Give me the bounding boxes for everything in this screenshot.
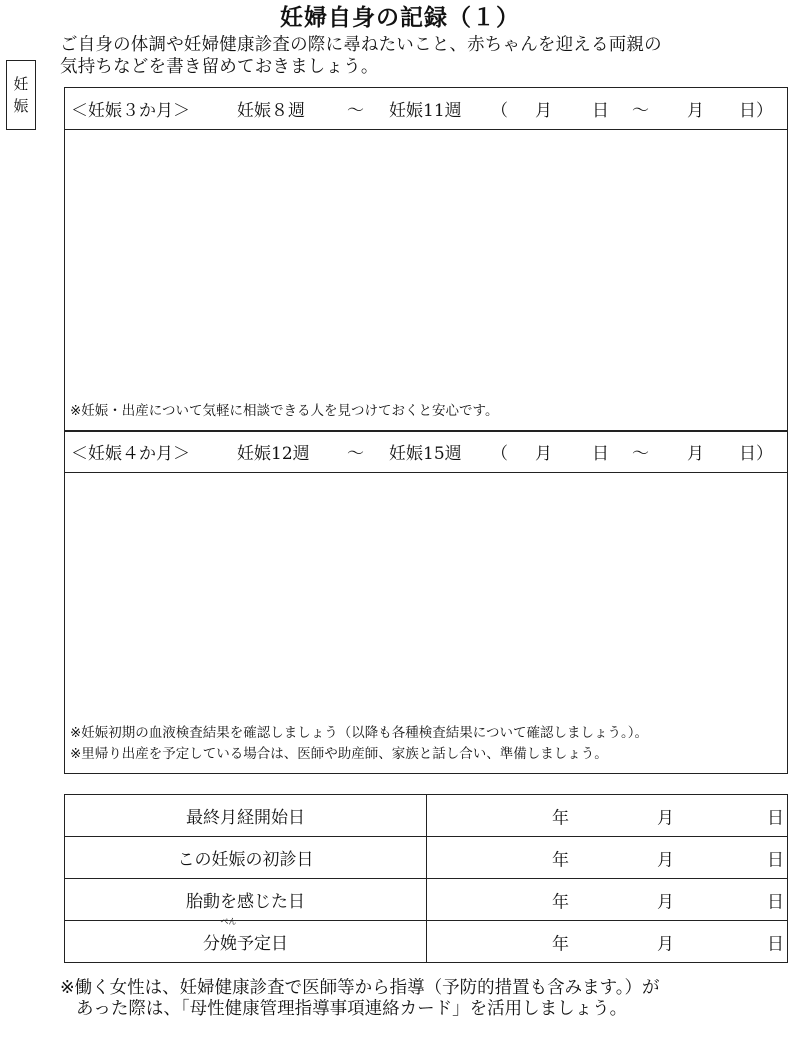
start-month-unit: 月 [535,101,552,121]
intro-line-1: ご自身の体調や妊婦健康診査の際に尋ねたいこと、赤ちゃんを迎える両親の [60,35,662,55]
day-unit: 日 [767,934,784,954]
row-label [65,917,427,963]
label-pre: 分 [203,934,220,954]
row-label: 胎動を感じた日 [65,879,427,921]
month-unit: 月 [657,892,674,912]
day-unit: 日 [767,850,784,870]
page-title: 妊婦自身の記録（１） [280,5,520,31]
end-month-unit: 月 [687,444,704,464]
date-range-tilde: 〜 [632,101,649,121]
end-month-unit: 月 [687,101,704,121]
record-section-month-3 [64,87,788,432]
open-paren: （ [491,101,508,121]
range-tilde: 〜 [347,101,364,121]
end-day-unit: 日） [739,101,773,121]
month-unit: 月 [657,808,674,828]
ruby-base: 娩 [220,934,237,954]
date-field[interactable] [427,921,788,963]
footer-line-2: あった際は、「母性健康管理指導事項連絡カード」を活用しましょう。 [76,999,628,1019]
year-unit: 年 [552,850,569,870]
week-to: 妊娠11週 [389,101,462,121]
date-field[interactable] [427,795,788,837]
start-month-unit: 月 [535,444,552,464]
footer-note [60,978,795,1020]
end-day-unit: 日） [739,444,773,464]
month-unit: 月 [657,934,674,954]
side-tab-char-1: 妊 [13,75,29,93]
key-dates-table [64,794,788,963]
section-note-2: ※里帰り出産を予定している場合は、医師や助産師、家族と話し合い、準備しましょう。 [70,746,608,762]
row-label: 最終月経開始日 [65,795,427,837]
week-to: 妊娠15週 [389,444,462,464]
intro-line-2: 気持ちなどを書き留めておきましょう。 [60,57,379,77]
ruby-reading: べん [220,917,237,926]
table-row [65,837,788,879]
start-day-unit: 日 [592,101,609,121]
side-tab-char-2: 娠 [13,97,29,115]
week-from: 妊娠８週 [237,101,305,121]
range-tilde: 〜 [347,444,364,464]
table-row [65,795,788,837]
day-unit: 日 [767,808,784,828]
date-range-tilde: 〜 [632,444,649,464]
month-unit: 月 [657,850,674,870]
record-section-month-4 [64,430,788,774]
table-row [65,879,788,921]
date-field[interactable] [427,879,788,921]
table-row [65,921,788,963]
section-label: ＜妊娠３か月＞ [71,101,190,121]
section-header [65,431,787,473]
side-tab-pregnancy [6,60,36,130]
footer-line-1: ※働く女性は、妊婦健康診査で医師等から指導（予防的措置も含みます。）が [60,978,660,998]
row-label: この妊娠の初診日 [65,837,427,879]
section-note-1: ※妊娠初期の血液検査結果を確認しましょう（以降も各種検査結果について確認しましょう。）。 [70,725,649,741]
ruby-char [220,917,237,954]
week-from: 妊娠12週 [237,444,310,464]
start-day-unit: 日 [592,444,609,464]
date-field[interactable] [427,837,788,879]
day-unit: 日 [767,892,784,912]
section-label: ＜妊娠４か月＞ [71,444,190,464]
intro-text [60,34,795,78]
section-header [65,88,787,130]
year-unit: 年 [552,808,569,828]
section-note: ※妊娠・出産について気軽に相談できる人を見つけておくと安心です。 [70,403,499,419]
writing-area[interactable] [65,130,787,431]
year-unit: 年 [552,892,569,912]
label-post: 予定日 [237,934,288,954]
open-paren: （ [491,444,508,464]
year-unit: 年 [552,934,569,954]
